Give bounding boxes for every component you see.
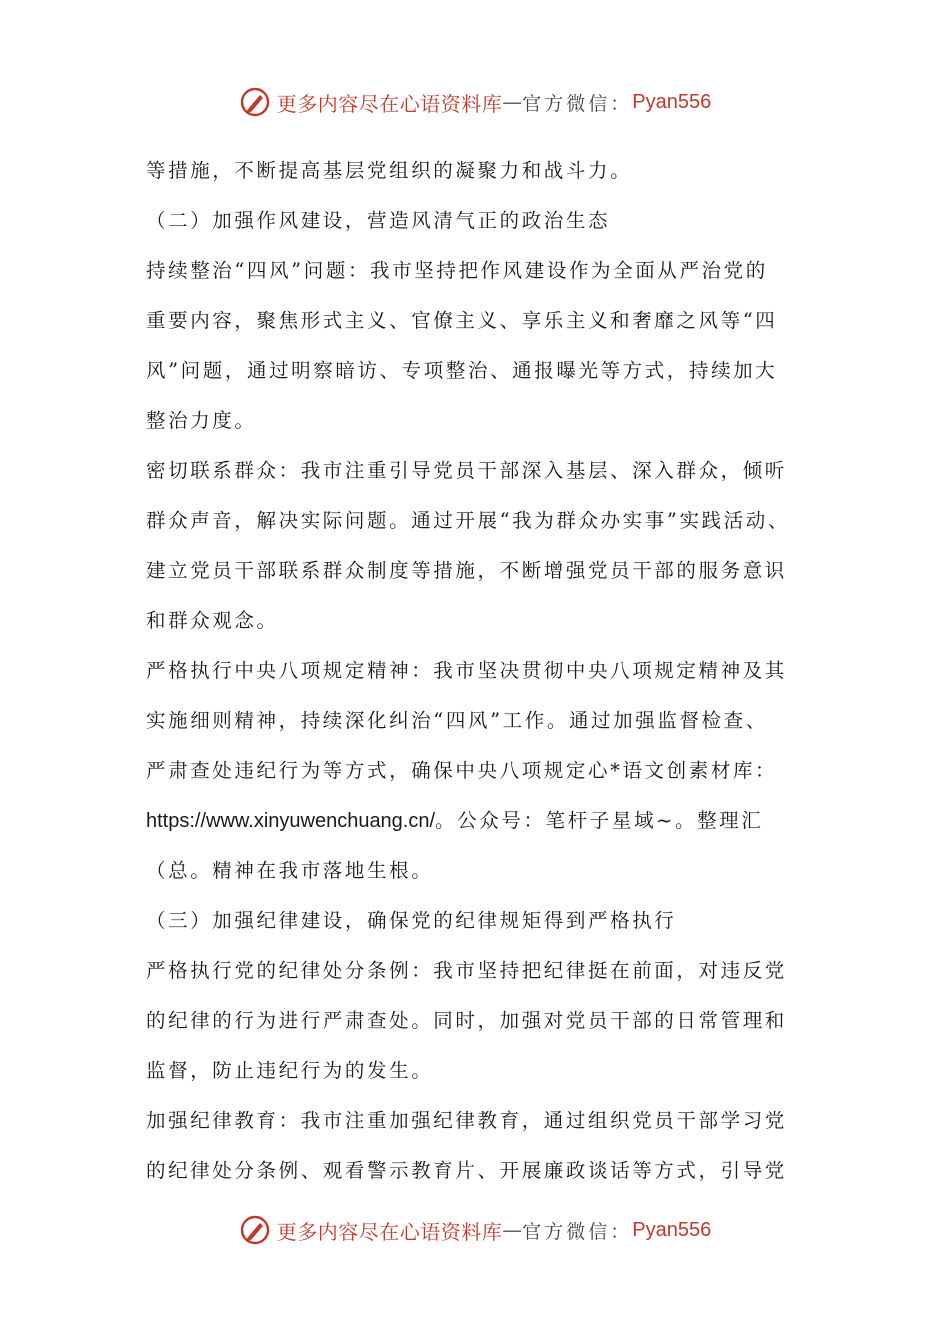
body-line: 严肃查处违纪行为等方式，确保中央八项规定心*语文创素材库：: [146, 759, 778, 782]
section-heading-2: （二）加强作风建设，营造风清气正的政治生态: [146, 209, 611, 232]
body-line: 严格执行中央八项规定精神：我市坚决贯彻中央八项规定精神及其: [146, 659, 787, 682]
body-line: 密切联系群众：我市注重引导党员干部深入基层、深入群众，倾听: [146, 459, 787, 482]
source-url: https://www.xinyuwenchuang.cn/: [146, 810, 436, 832]
header-wechat-id: Pyan556: [632, 90, 712, 113]
body-line: 的纪律处分条例、观看警示教育片、开展廉政谈话等方式，引导党: [146, 1159, 787, 1182]
footer-banner: [0, 1210, 950, 1250]
footer-brand-text: 更多内容尽在心语资料库: [276, 1219, 503, 1244]
header-banner: [0, 82, 950, 122]
body-line: 重要内容，聚焦形式主义、官僚主义、享乐主义和奢靡之风等“四: [146, 309, 778, 332]
body-line: 等措施，不断提高基层党组织的凝聚力和战斗力。: [146, 159, 633, 182]
body-line: 和群众观念。: [146, 609, 279, 632]
url-line-rest: 。公众号：笔杆子星域~。整理汇: [435, 809, 764, 832]
header-official-label: 官方微信：: [522, 92, 633, 115]
body-line: 的纪律的行为进行严肃查处。同时，加强对党员干部的日常管理和: [146, 1009, 787, 1032]
body-line: 加强纪律教育：我市注重加强纪律教育，通过组织党员干部学习党: [146, 1109, 787, 1132]
header-brand-text: 更多内容尽在心语资料库: [276, 91, 503, 116]
body-line: 建立党员干部联系群众制度等措施，不断增强党员干部的服务意识: [146, 559, 787, 582]
body-line: 严格执行党的纪律处分条例：我市坚持把纪律挺在前面，对违反党: [146, 959, 787, 982]
body-line: 群众声音，解决实际问题。通过开展“我为群众办实事”实践活动、: [146, 509, 790, 532]
body-line: 持续整治“四风”问题：我市坚持把作风建设作为全面从严治党的: [146, 259, 768, 282]
body-line: （总。精神在我市落地生根。: [146, 859, 434, 882]
body-line: 监督，防止违纪行为的发生。: [146, 1059, 434, 1082]
header-dash: —: [502, 90, 523, 114]
section-heading-3: （三）加强纪律建设，确保党的纪律规矩得到严格执行: [146, 909, 677, 932]
footer-wechat-id: Pyan556: [632, 1218, 712, 1241]
pen-logo-icon: [239, 1214, 271, 1246]
body-line: 整治力度。: [146, 409, 257, 432]
url-line: [146, 796, 814, 846]
pen-logo-icon: [239, 86, 271, 118]
body-line: 风”问题，通过明察暗访、专项整治、通报曝光等方式，持续加大: [146, 359, 778, 382]
body-line: 实施细则精神，持续深化纠治“四风”工作。通过加强监督检查、: [146, 709, 768, 732]
document-body: [146, 146, 814, 1196]
footer-dash: —: [502, 1218, 523, 1242]
footer-official-label: 官方微信：: [522, 1220, 633, 1243]
